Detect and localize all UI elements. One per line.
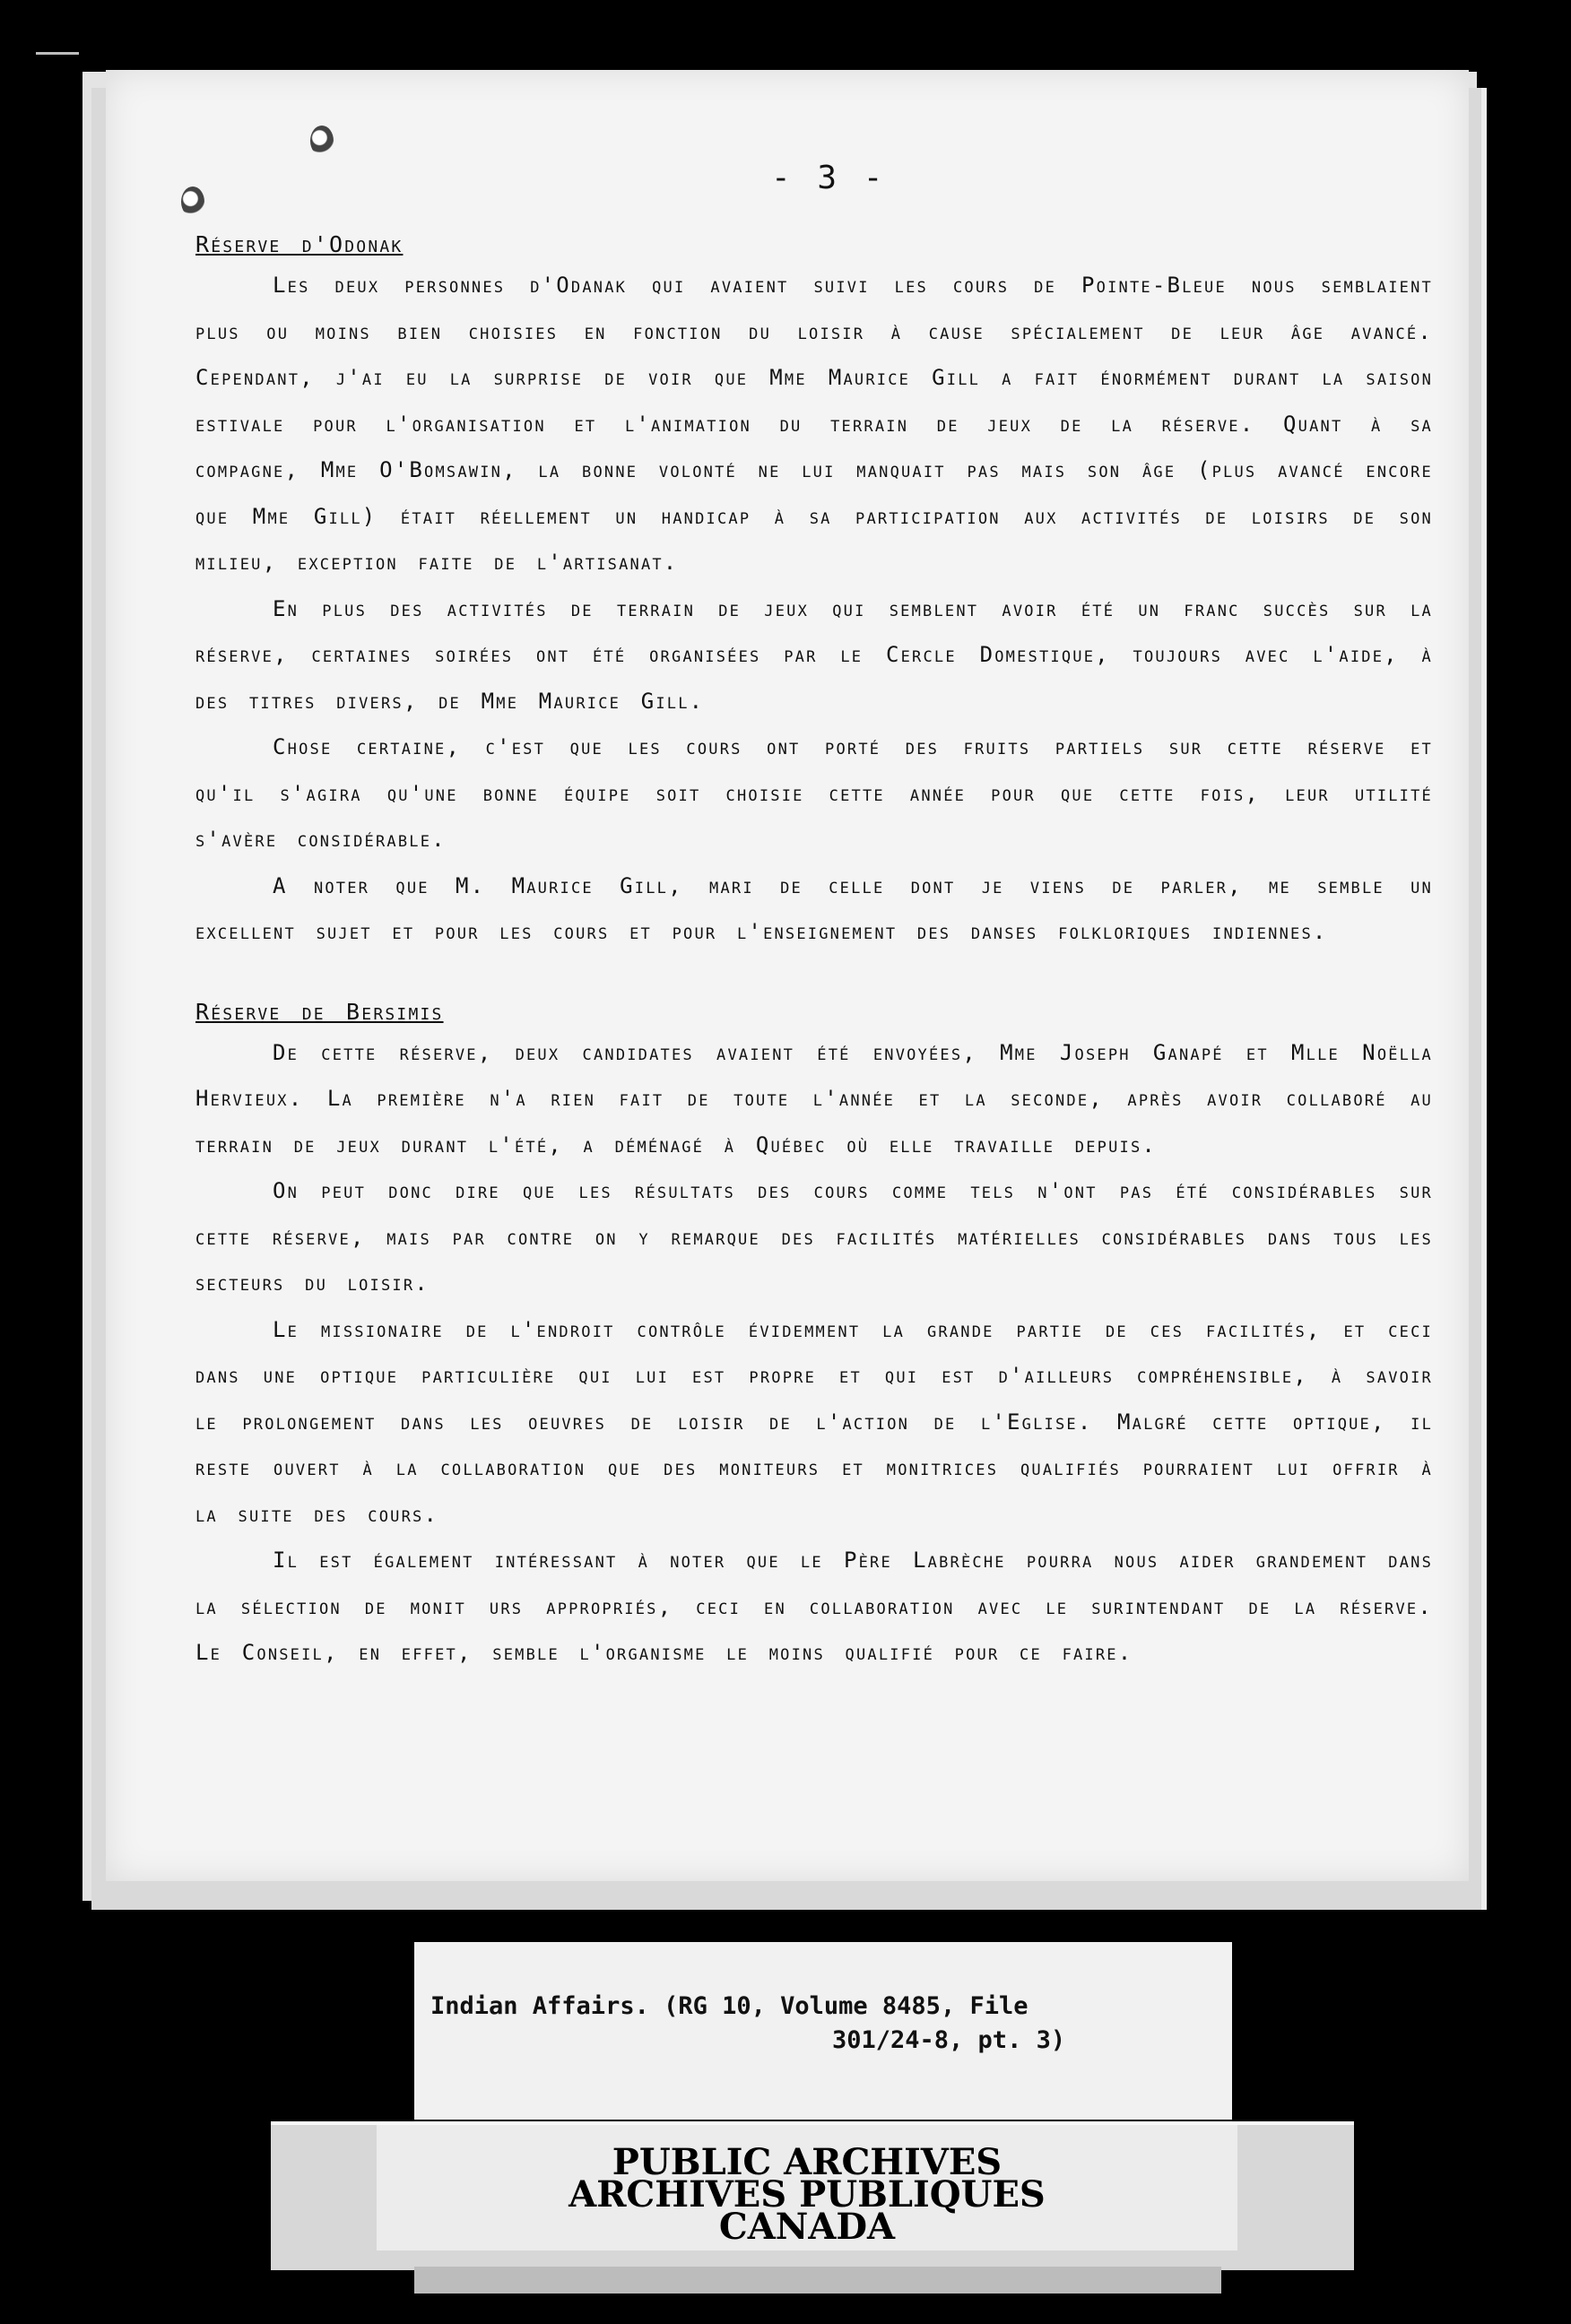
document-body bbox=[195, 231, 1433, 1677]
paragraph: En plus des activités de terrain de jeux qui semblent avoir été un franc succès sur la réserve, certaines soirées ont été organisées par le Cercle Domestique, toujours avec l'aide, à des titres divers, de Mme Maurice Gill. bbox=[195, 595, 1433, 714]
punch-hole-mark bbox=[181, 186, 204, 217]
punch-hole-mark bbox=[310, 126, 334, 156]
citation-line-2: 301/24-8, pt. 3) bbox=[832, 2026, 1066, 2054]
archive-stamp-panel bbox=[377, 2125, 1237, 2250]
citation-label bbox=[414, 1942, 1232, 2120]
paragraph: Le missionaire de l'endroit contrôle évidemment la grande partie de ces facilités, et ceci dans une optique particulière qui lui est propre et qui est d'ailleurs compréhensible, à savoir le prolongement dans les oeuvres de loisir de l'action de l'Eglise. Malgré cette optique, il reste ouvert à la collaboration que des moniteurs et monitrices qualifiés pourraient lui offrir à la suite des cours. bbox=[195, 1316, 1433, 1527]
paragraph: Les deux personnes d'Odanak qui avaient suivi les cours de Pointe-Bleue nous semblaient plus ou moins bien choisies en fonction du loisir à cause spécialement de leur âge avancé. Cependant, j'ai eu la surprise de voir que Mme Maurice Gill a fait énormément durant la saison estivale pour l'organisation et l'animation du terrain de jeux de la réserve. Quant à sa compagne, Mme O'Bomsawin, la bonne volonté ne lui manquait pas mais son âge (plus avancé encore que Mme Gill) était réellement un handicap à sa participation aux activités de loisirs de son milieu, exception faite de l'artisanat. bbox=[195, 273, 1433, 575]
label-bottom-strip bbox=[414, 2267, 1221, 2294]
citation-line-1: Indian Affairs. (RG 10, Volume 8485, File bbox=[430, 1992, 1029, 2020]
paragraph: Chose certaine, c'est que les cours ont porté des fruits partiels sur cette réserve et qu'il s'agira qu'une bonne équipe soit choisie cette année pour que cette fois, leur utilité s'avère considérable. bbox=[195, 734, 1433, 852]
paragraph: De cette réserve, deux candidates avaient été envoyées, Mme Joseph Ganapé et Mlle Noëlla Hervieux. La première n'a rien fait de toute l'année et la seconde, après avoir collaboré au terrain de jeux durant l'été, a déménagé à Québec où elle travaille depuis. bbox=[195, 1039, 1433, 1158]
paragraph: Il est également intéressant à noter que le Père Labrèche pourra nous aider grandement dans la sélection de monit urs appropriés, ceci en collaboration avec le surintendant de la réserve. Le Conseil, en effet, semble l'organisme le moins qualifié pour ce faire. bbox=[195, 1548, 1433, 1665]
section-spacer bbox=[195, 956, 1433, 999]
archive-stamp-bar bbox=[271, 2121, 1354, 2270]
archive-stamp-line-2: ARCHIVES PUBLIQUES bbox=[569, 2173, 1046, 2216]
page-number: - 3 - bbox=[771, 160, 887, 196]
archive-stamp-line-1: PUBLIC ARCHIVES bbox=[612, 2141, 1002, 2183]
film-edge-mark bbox=[36, 52, 79, 55]
paragraph: On peut donc dire que les résultats des cours comme tels n'ont pas été considérables sur cette réserve, mais par contre on y remarque des facilités matérielles considérables dans tous les secteurs du loisir. bbox=[195, 1178, 1433, 1296]
document-page bbox=[106, 70, 1469, 1881]
section-heading-bersimis: Réserve de Bersimis bbox=[195, 998, 444, 1025]
section-heading-odonak: Réserve d'Odonak bbox=[195, 231, 404, 257]
paragraph: A noter que M. Maurice Gill, mari de celle dont je viens de parler, me semble un excellent sujet et pour les cours et pour l'enseignement des danses folkloriques indiennes. bbox=[195, 872, 1433, 944]
archive-stamp-line-3: CANADA bbox=[718, 2206, 896, 2248]
